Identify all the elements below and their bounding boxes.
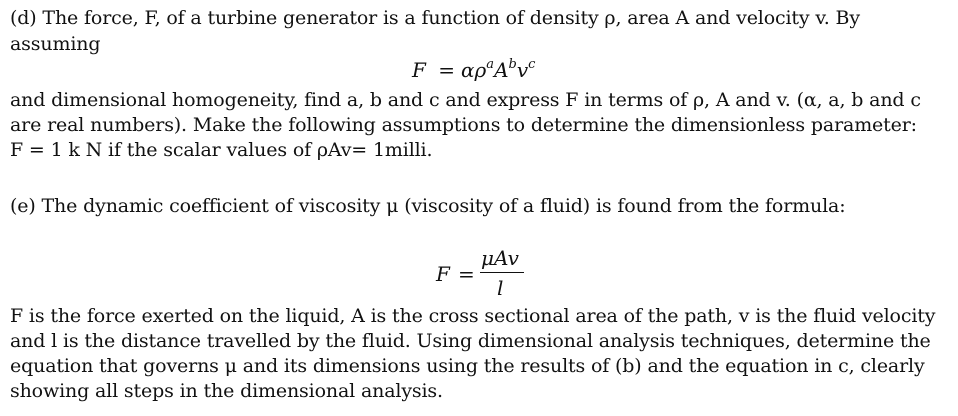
part-d-line-3: and dimensional homogeneity, find a, b and c and express F in terms of ρ, A and v. (α, a, b and c: [10, 89, 921, 111]
equation-e-lhs: F: [436, 262, 450, 286]
equation-alpha: α: [461, 58, 475, 82]
equation-e-denominator: l: [497, 276, 504, 300]
part-d-line-5: F = 1 k N if the scalar values of ρAv= 1milli.: [10, 139, 433, 161]
fraction-bar: [480, 272, 524, 273]
part-d-line-1: (d) The force, F, of a turbine generator is a function of density ρ, area A and velocity v. By: [10, 7, 860, 29]
equation-exp-b: b: [508, 57, 517, 72]
equation-velocity: v: [516, 58, 529, 82]
part-e-line-2: F is the force exerted on the liquid, A is the cross sectional area of the path, v is the fluid velocity: [10, 305, 936, 327]
equation-exp-a: a: [486, 57, 495, 72]
part-d-line-2: assuming: [10, 33, 101, 55]
equation-area: A: [494, 58, 509, 82]
equation-rho: ρ: [474, 58, 487, 82]
part-e-line-3: and l is the distance travelled by the fluid. Using dimensional analysis techniques, determine the: [10, 330, 931, 352]
equation-e-numerator: μAv: [481, 246, 519, 270]
equation-equals: =: [438, 58, 456, 82]
part-e-line-1: (e) The dynamic coefficient of viscosity μ (viscosity of a fluid) is found from the formula:: [10, 195, 846, 217]
part-e-line-5: showing all steps in the dimensional analysis.: [10, 380, 443, 402]
part-d-equation: [412, 58, 535, 82]
equation-lhs: F: [412, 58, 426, 82]
equation-exp-c: c: [528, 57, 536, 72]
part-e-line-4: equation that governs μ and its dimensions using the results of (b) and the equation in c, clearly: [10, 355, 925, 377]
part-d-line-4: are real numbers). Make the following assumptions to determine the dimensionless parameter:: [10, 114, 917, 136]
equation-e-equals: =: [458, 262, 475, 286]
